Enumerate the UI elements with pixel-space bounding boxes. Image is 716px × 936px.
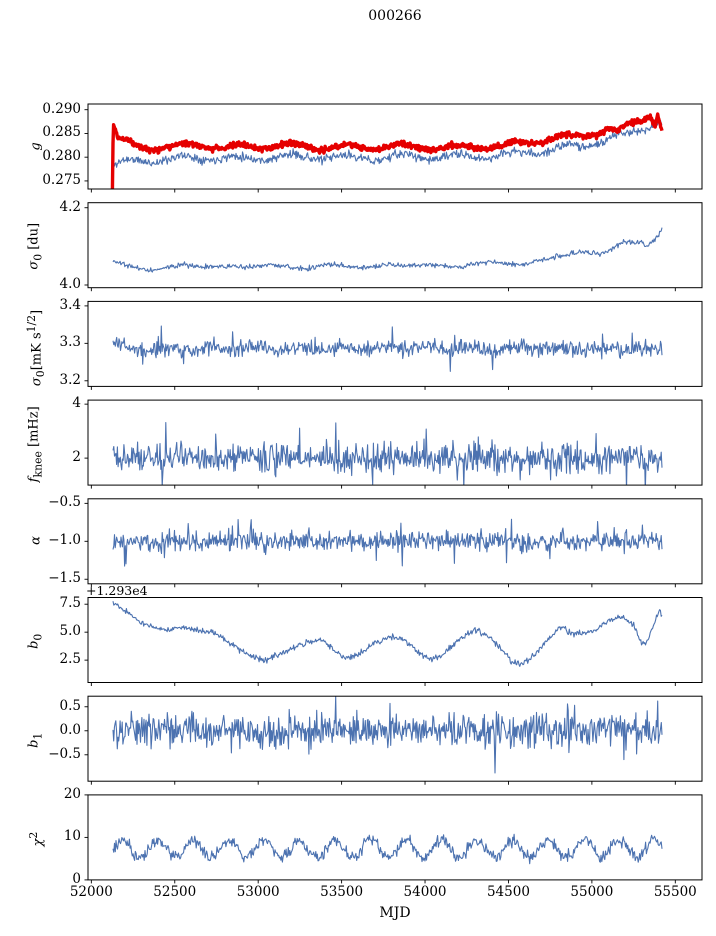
y-tick-label: 3.4 <box>59 296 81 313</box>
series-line <box>113 519 662 566</box>
panel-border <box>88 795 702 880</box>
x-tick-label: 55000 <box>570 883 614 900</box>
series-line <box>113 423 662 492</box>
panel-g <box>85 104 703 193</box>
series-line <box>112 114 662 192</box>
panel-border <box>88 301 702 386</box>
panel-b0 <box>85 598 703 687</box>
x-tick-label: 52000 <box>69 883 113 900</box>
x-tick-label: 55500 <box>653 883 697 900</box>
x-tick-label: 53500 <box>320 883 364 900</box>
y-tick-label: 0.280 <box>42 148 81 165</box>
y-tick-label: −1.5 <box>48 570 81 587</box>
series-line <box>113 696 662 773</box>
x-tick-label: 54500 <box>486 883 530 900</box>
offset-text: +1.293e4 <box>86 583 148 598</box>
y-tick-label: 7.5 <box>59 595 81 612</box>
y-axis-label-sigma0_du: $\sigma_0$ [du] <box>26 223 45 270</box>
y-axis-label-alpha: α <box>28 536 44 546</box>
y-tick-label: 0.290 <box>42 100 81 117</box>
y-axis-label-b0: $b_0$ <box>26 633 45 649</box>
panel-border <box>88 203 702 288</box>
panel-sigma0_mks <box>85 301 703 390</box>
y-tick-label: 0.5 <box>59 697 81 714</box>
y-axis-label-chi2: $\chi^2$ <box>26 832 47 847</box>
y-tick-label: 20 <box>63 785 81 802</box>
y-tick-label: −1.0 <box>48 532 81 549</box>
series-line <box>113 834 662 863</box>
y-tick-label: 3.3 <box>59 334 81 351</box>
panel-border <box>88 598 702 683</box>
panel-b1 <box>85 696 703 785</box>
x-tick-label: 53000 <box>236 883 280 900</box>
y-tick-label: 4.2 <box>59 198 81 215</box>
y-tick-label: 10 <box>63 828 81 845</box>
y-tick-label: −0.5 <box>48 745 81 762</box>
x-axis-label: MJD <box>379 905 411 921</box>
y-tick-label: 5.0 <box>59 623 81 640</box>
y-tick-label: 3.2 <box>59 371 81 388</box>
y-axis-label-sigma0_mks: $\sigma_0[mK$ $s^{1/2}$] <box>25 309 47 386</box>
y-tick-label: 0.285 <box>42 124 81 141</box>
y-tick-label: 0.275 <box>42 171 81 188</box>
y-tick-label: 0 <box>72 870 81 887</box>
panel-sigma0_du <box>85 203 703 292</box>
y-tick-label: 4 <box>72 395 81 412</box>
y-tick-label: 2 <box>72 449 81 466</box>
x-tick-label: 54000 <box>403 883 447 900</box>
panel-alpha <box>85 499 703 588</box>
figure-title: 000266 <box>368 8 422 24</box>
y-axis-label-b1: $b_1$ <box>26 732 45 748</box>
y-tick-label: 2.5 <box>59 651 81 668</box>
series-line <box>113 228 662 273</box>
panel-chi2 <box>85 795 703 884</box>
series-line <box>113 601 662 666</box>
y-tick-label: 0.0 <box>59 721 81 738</box>
panel-f_knee <box>85 400 703 491</box>
x-tick-label: 52500 <box>153 883 197 900</box>
y-tick-label: 4.0 <box>59 275 81 292</box>
y-axis-label-f_knee: $f_{knee}$ [mHz] <box>26 405 45 482</box>
y-axis-label-g: g <box>28 141 44 151</box>
series-line <box>113 326 662 371</box>
y-tick-label: −0.5 <box>48 494 81 511</box>
